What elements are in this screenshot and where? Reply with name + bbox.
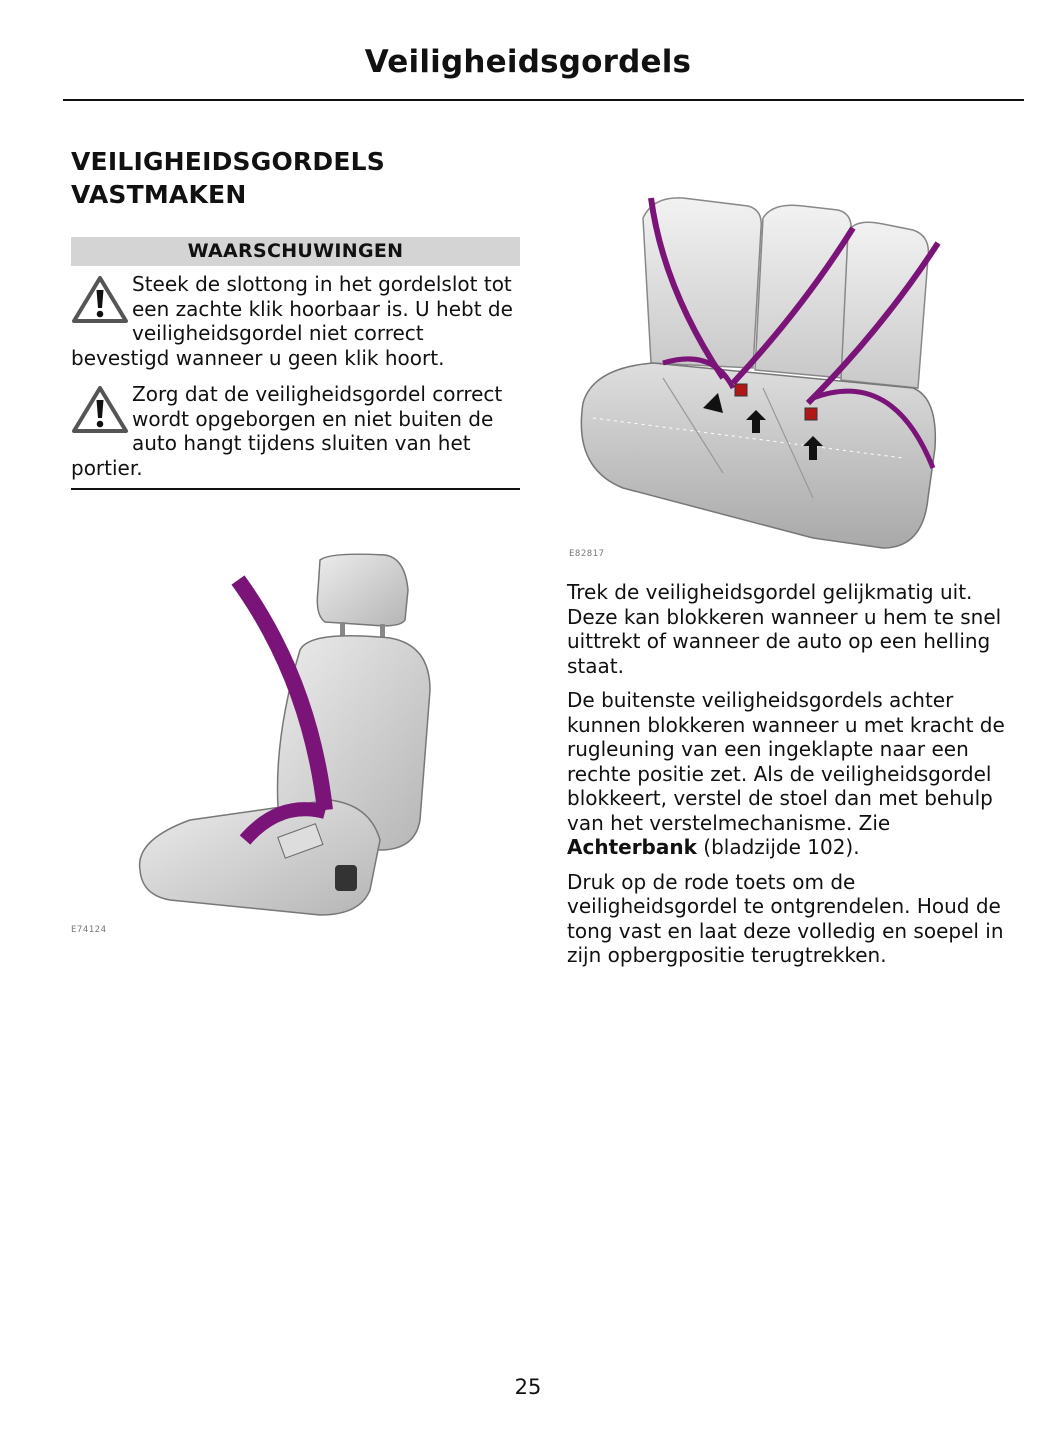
warnings-end-divider bbox=[71, 488, 520, 490]
figure-label: E82817 bbox=[569, 549, 605, 559]
page-header bbox=[0, 44, 1056, 80]
warning-triangle-icon bbox=[71, 275, 129, 325]
page-title: Veiligheidsgordels bbox=[364, 44, 692, 80]
section-title-line2: VASTMAKEN bbox=[71, 180, 247, 209]
body-paragraph bbox=[567, 688, 1023, 860]
cross-reference-link[interactable]: Achterbank bbox=[567, 835, 697, 859]
page-number: 25 bbox=[514, 1375, 542, 1399]
body-paragraph: Druk op de rode toets om de veiligheidsgordel te ontgrendelen. Houd de tong vast en laat deze volledig en soepel in zijn opbergpositie terugtrekken. bbox=[567, 869, 1004, 967]
header-divider bbox=[63, 99, 1024, 101]
warning-item bbox=[71, 382, 520, 480]
page-reference: (bladzijde 102). bbox=[696, 835, 860, 859]
figure-label: E74124 bbox=[71, 925, 107, 935]
body-paragraph: Trek de veiligheidsgordel gelijkmatig uit. Deze kan blokkeren wanneer u hem te snel uittrekt of wanneer de auto op een helling staat. bbox=[567, 580, 1002, 678]
section-title-line1: VEILIGHEIDSGORDELS bbox=[71, 147, 385, 176]
warnings-heading: WAARSCHUWINGEN bbox=[71, 237, 520, 266]
warning-triangle-icon bbox=[71, 385, 129, 435]
warning-text: Zorg dat de veiligheidsgordel correct wordt opgeborgen en niet buiten de auto hangt tijdens sluiten van het portier. bbox=[71, 382, 503, 480]
right-column bbox=[567, 580, 1023, 978]
body-text: De buitenste veiligheidsgordels achter kunnen blokkeren wanneer u met kracht de rugleuning van een ingeklapte naar een rechte positie zet. Als de veiligheidsgordel blokkeert, verstel de stoel dan met behulp van het verstelmechanisme. Zie bbox=[567, 688, 1005, 835]
front-seat-illustration bbox=[130, 550, 440, 920]
section-title bbox=[71, 145, 520, 211]
left-column bbox=[71, 145, 520, 490]
rear-seat-illustration bbox=[563, 188, 943, 558]
warning-text: Steek de slottong in het gordelslot tot een zachte klik hoorbaar is. U hebt de veiligheidsgordel niet correct bevestigd wanneer u geen klik hoort. bbox=[71, 272, 513, 370]
warning-item bbox=[71, 272, 520, 370]
